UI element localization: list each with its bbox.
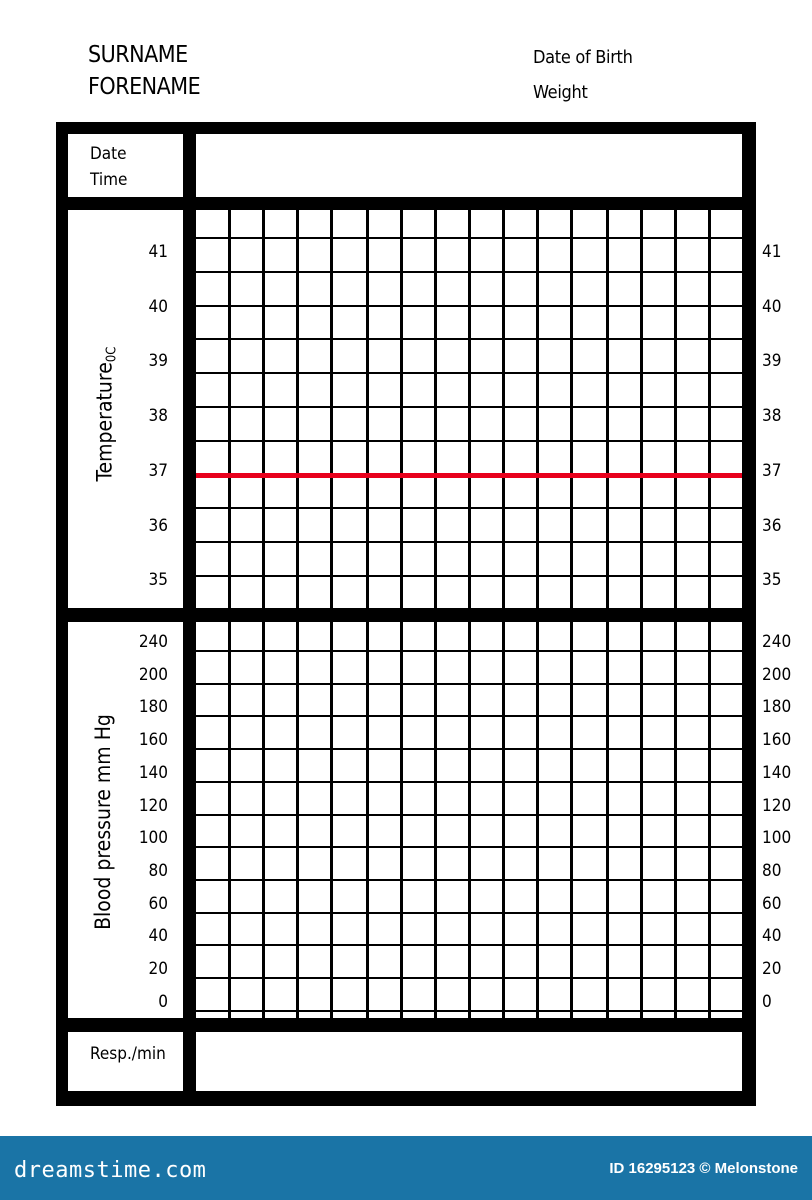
grid-vertical-line: [468, 622, 471, 1018]
grid-vertical-line: [228, 210, 231, 608]
temperature-unit: 0C: [104, 346, 120, 363]
temperature-grid[interactable]: [196, 210, 742, 608]
blood-pressure-tick-label: 20: [762, 959, 782, 979]
reference-line-37: [196, 473, 742, 478]
grid-vertical-line: [674, 622, 677, 1018]
blood-pressure-tick-label: 240: [138, 632, 168, 652]
forename-label: FORENAME: [88, 74, 201, 100]
temperature-tick-label: 36: [762, 515, 782, 536]
grid-horizontal-line: [196, 1010, 742, 1012]
grid-horizontal-line: [196, 575, 742, 577]
blood-pressure-tick-label: 140: [138, 762, 168, 783]
grid-vertical-line: [366, 622, 369, 1018]
blood-pressure-tick-label: 240: [762, 632, 792, 652]
blood-pressure-tick-label: 60: [148, 893, 168, 914]
blood-pressure-tick-label: 200: [762, 664, 792, 685]
temperature-tick-label: 37: [762, 460, 782, 481]
grid-vertical-line: [262, 622, 265, 1018]
blood-pressure-tick-label: 40: [148, 926, 168, 947]
grid-horizontal-line: [196, 338, 742, 340]
blood-pressure-tick-label: 80: [762, 860, 782, 881]
blood-pressure-tick-label: 160: [138, 730, 168, 751]
grid-vertical-line: [366, 210, 369, 608]
grid-horizontal-line: [196, 912, 742, 914]
date-of-birth-label: Date of Birth: [533, 47, 633, 68]
grid-vertical-line: [262, 210, 265, 608]
temperature-axis-label: [92, 347, 119, 482]
blood-pressure-tick-label: 80: [148, 860, 168, 881]
grid-horizontal-line: [196, 440, 742, 442]
grid-horizontal-line: [196, 541, 742, 543]
grid-vertical-line: [434, 210, 437, 608]
grid-horizontal-line: [196, 650, 742, 652]
grid-vertical-line: [708, 622, 711, 1018]
blood-pressure-tick-label: 140: [762, 762, 792, 783]
grid-horizontal-line: [196, 879, 742, 881]
brand-logo-text: dreamstime.com: [14, 1158, 207, 1183]
blood-pressure-tick-label: 120: [762, 795, 792, 816]
grid-vertical-line: [434, 622, 437, 1018]
grid-horizontal-line: [196, 372, 742, 374]
grid-vertical-line: [330, 622, 333, 1018]
blood-pressure-tick-label: 200: [138, 664, 168, 685]
grid-horizontal-line: [196, 237, 742, 239]
grid-vertical-line: [640, 622, 643, 1018]
temperature-tick-label: 40: [762, 296, 782, 317]
temperature-tick-label: 36: [148, 515, 168, 536]
blood-pressure-axis-label: Blood pressure mm Hg: [91, 714, 115, 930]
date-label: Date: [90, 144, 127, 164]
blood-pressure-tick-label: 100: [762, 828, 792, 849]
date-time-entry-field[interactable]: [196, 134, 742, 197]
grid-vertical-line: [296, 210, 299, 608]
grid-vertical-line: [228, 622, 231, 1018]
grid-vertical-line: [536, 210, 539, 608]
grid-vertical-line: [570, 210, 573, 608]
grid-vertical-line: [570, 622, 573, 1018]
blood-pressure-tick-label: 0: [762, 991, 772, 1012]
temperature-tick-label: 38: [148, 406, 168, 427]
blood-pressure-tick-label: 0: [158, 991, 168, 1012]
grid-horizontal-line: [196, 406, 742, 408]
temperature-label: Temperature: [92, 362, 117, 482]
grid-vertical-line: [606, 622, 609, 1018]
image-id-text: ID 16295123 © Melonstone: [609, 1160, 798, 1177]
temperature-tick-label: 41: [762, 242, 782, 262]
grid-horizontal-line: [196, 781, 742, 783]
grid-vertical-line: [468, 210, 471, 608]
grid-horizontal-line: [196, 748, 742, 750]
grid-vertical-line: [640, 210, 643, 608]
blood-pressure-tick-label: 160: [762, 730, 792, 751]
grid-vertical-line: [674, 210, 677, 608]
grid-vertical-line: [502, 210, 505, 608]
temperature-tick-label: 41: [148, 242, 168, 262]
grid-vertical-line: [502, 622, 505, 1018]
grid-horizontal-line: [196, 715, 742, 717]
temperature-tick-label: 39: [762, 351, 782, 372]
blood-pressure-tick-label: 40: [762, 926, 782, 947]
grid-vertical-line: [330, 210, 333, 608]
blood-pressure-tick-label: 20: [148, 959, 168, 979]
blood-pressure-tick-label: 120: [138, 795, 168, 816]
time-label: Time: [90, 170, 128, 190]
grid-vertical-line: [708, 210, 711, 608]
temperature-tick-label: 35: [762, 570, 782, 591]
grid-horizontal-line: [196, 977, 742, 979]
surname-label: SURNAME: [88, 42, 188, 68]
grid-horizontal-line: [196, 683, 742, 685]
blood-pressure-grid[interactable]: [196, 622, 742, 1018]
grid-horizontal-line: [196, 609, 742, 611]
grid-horizontal-line: [196, 944, 742, 946]
grid-vertical-line: [296, 622, 299, 1018]
temperature-tick-label: 37: [148, 460, 168, 481]
grid-vertical-line: [400, 210, 403, 608]
grid-horizontal-line: [196, 846, 742, 848]
grid-horizontal-line: [196, 305, 742, 307]
grid-horizontal-line: [196, 814, 742, 816]
temperature-tick-label: 38: [762, 406, 782, 427]
grid-horizontal-line: [196, 507, 742, 509]
grid-vertical-line: [606, 210, 609, 608]
blood-pressure-tick-label: 100: [138, 828, 168, 849]
blood-pressure-tick-label: 180: [762, 697, 792, 718]
weight-label: Weight: [533, 82, 588, 103]
grid-vertical-line: [400, 622, 403, 1018]
resp-label: Resp./min: [90, 1044, 166, 1064]
blood-pressure-tick-label: 180: [138, 697, 168, 718]
temperature-tick-label: 35: [148, 570, 168, 591]
blood-pressure-tick-label: 60: [762, 893, 782, 914]
resp-entry-field[interactable]: [196, 1032, 742, 1091]
temperature-tick-label: 39: [148, 351, 168, 372]
temperature-tick-label: 40: [148, 296, 168, 317]
grid-vertical-line: [536, 622, 539, 1018]
grid-horizontal-line: [196, 271, 742, 273]
